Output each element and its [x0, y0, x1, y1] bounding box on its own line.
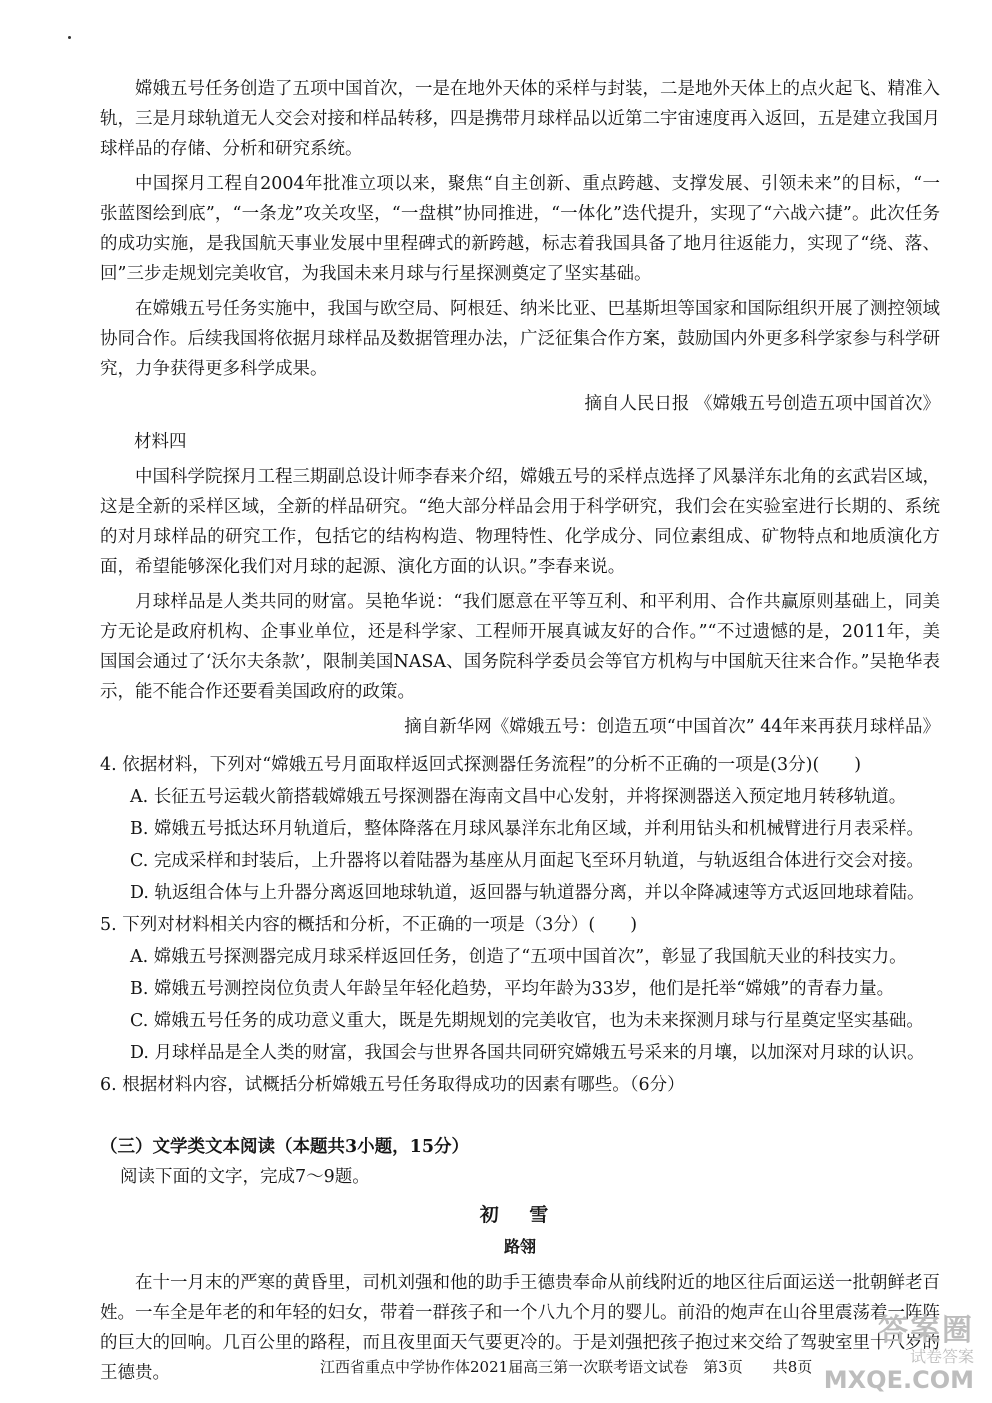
source-citation: 摘自人民日报 《嫦娥五号创造五项中国首次》	[584, 394, 940, 414]
question-4-option-d: D. 轨返组合体与上升器分离返回地球轨道，返回器与轨道器分离，并以伞降减速等方式返回地球着陆。	[130, 883, 925, 903]
watermark-logo	[824, 1315, 974, 1393]
section-instruction: 阅读下面的文字，完成7～9题。	[120, 1167, 370, 1187]
question-4-option-b: B. 嫦娥五号抵达环月轨道后，整体降落在月球风暴洋东北角区域，并利用钻头和机械臂进行月表采样。	[130, 819, 924, 839]
question-5-option-d: D. 月球样品是全人类的财富，我国会与世界各国共同研究嫦娥五号采来的月壤，以加深对月球的认识。	[130, 1043, 925, 1063]
question-5-option-b: B. 嫦娥五号测控岗位负责人年龄呈年轻化趋势，平均年龄为33岁，他们是托举“嫦娥”的青春力量。	[130, 979, 895, 999]
question-5-option-c: C. 嫦娥五号任务的成功意义重大，既是先期规划的完美收官，也为未来探测月球与行星奠定坚实基础。	[130, 1011, 924, 1031]
question-5-stem: 5. 下列对材料相关内容的概括和分析，不正确的一项是（3分）( )	[100, 915, 638, 935]
paragraph: 中国探月工程自2004年批准立项以来，聚焦“自主创新、重点跨越、支撑发展、引领未来”的目标，“一张蓝图绘到底”，“一条龙”攻关攻坚，“一盘棋”协同推进，“一体化”迭代提升，实现了“六战六捷”。此次任务的成功实施，是我国航天事业发展中里程碑式的新跨越，标志着我国具备了地月往返能力，实现了“绕、落、回”三步走规划完美收官，为我国未来月球与行星探测奠定了坚实基础。	[100, 174, 940, 284]
page-footer: 江西省重点中学协作体2021届高三第一次联考语文试卷 第3页 共8页	[320, 1358, 813, 1376]
paragraph: 月球样品是人类共同的财富。吴艳华说：“我们愿意在平等互利、和平利用、合作共赢原则基础上，同美方无论是政府机构、企事业单位，还是科学家、工程师开展真诚友好的合作。”“不过遗憾的是，2011年，美国国会通过了‘沃尔夫条款’，限制美国NASA、国务院科学委员会等官方机构与中国航天往来合作。”吴艳华表示，能不能合作还要看美国政府的政策。	[100, 592, 940, 702]
paragraph: 中国科学院探月工程三期副总设计师李春来介绍，嫦娥五号的采样点选择了风暴洋东北角的玄武岩区域，这是全新的采样区域，全新的样品研究。“绝大部分样品会用于科学研究，我们会在实验室进行长期的、系统的对月球样品的研究工作，包括它的结构构造、物理特性、化学成分、同位素组成、矿物特点和地质演化方面，希望能够深化我们对月球的起源、演化方面的认识。”李春来说。	[100, 467, 940, 577]
question-4-option-a: A. 长征五号运载火箭搭载嫦娥五号探测器在海南文昌中心发射，并将探测器送入预定地月转移轨道。	[130, 787, 907, 807]
question-5-option-a: A. 嫦娥五号探测器完成月球采样返回任务，创造了“五项中国首次”，彰显了我国航天业的科技实力。	[130, 947, 907, 967]
scan-speck	[68, 36, 71, 39]
paragraph: 嫦娥五号任务创造了五项中国首次，一是在地外天体的采样与封装，二是地外天体上的点火起飞、精准入轨，三是月球轨道无人交会对接和样品转移，四是携带月球样品以近第二宇宙速度再入返回，五是建立我国月球样品的存储、分析和研究系统。	[100, 79, 940, 159]
story-title: 初 雪	[479, 1204, 561, 1226]
source-citation: 摘自新华网《嫦娥五号：创造五项“中国首次” 44年来再获月球样品》	[404, 717, 940, 737]
story-paragraph: 在十一月末的严寒的黄昏里，司机刘强和他的助手王德贵奉命从前线附近的地区往后面运送一批朝鲜老百姓。一车全是年老的和年轻的妇女，带着一群孩子和一个八九个月的婴儿。前沿的炮声在山谷里震荡着一阵阵的巨大的回响。几百公里的路程，而且夜里面天气要更冷的。于是刘强把孩子抱过来交给了驾驶室里十八岁的王德贵。	[100, 1273, 940, 1383]
watermark-url: MXQE.COM	[823, 1366, 974, 1394]
paragraph: 在嫦娥五号任务实施中，我国与欧空局、阿根廷、纳米比亚、巴基斯坦等国家和国际组织开展了测控领域协同合作。后续我国将依据月球样品及数据管理办法，广泛征集合作方案，鼓励国内外更多科学家参与科学研究，力争获得更多科学成果。	[100, 299, 940, 379]
material-heading: 材料四	[134, 432, 187, 452]
story-author: 路翎	[503, 1237, 536, 1256]
watermark-subtext: 试卷答案	[909, 1347, 974, 1366]
question-4-option-c: C. 完成采样和封装后，上升器将以着陆器为基座从月面起飞至环月轨道，与轨返组合体进行交会对接。	[130, 851, 924, 871]
question-6: 6. 根据材料内容，试概括分析嫦娥五号任务取得成功的因素有哪些。（6分）	[100, 1075, 685, 1095]
content-column	[100, 74, 940, 1393]
question-4-stem: 4. 依据材料，下列对“嫦娥五号月面取样返回式探测器任务流程”的分析不正确的一项是(3分)( )	[100, 755, 862, 775]
watermark-text: 答案圈	[878, 1313, 974, 1348]
section-heading: （三）文学类文本阅读（本题共3小题，15分）	[100, 1137, 470, 1157]
